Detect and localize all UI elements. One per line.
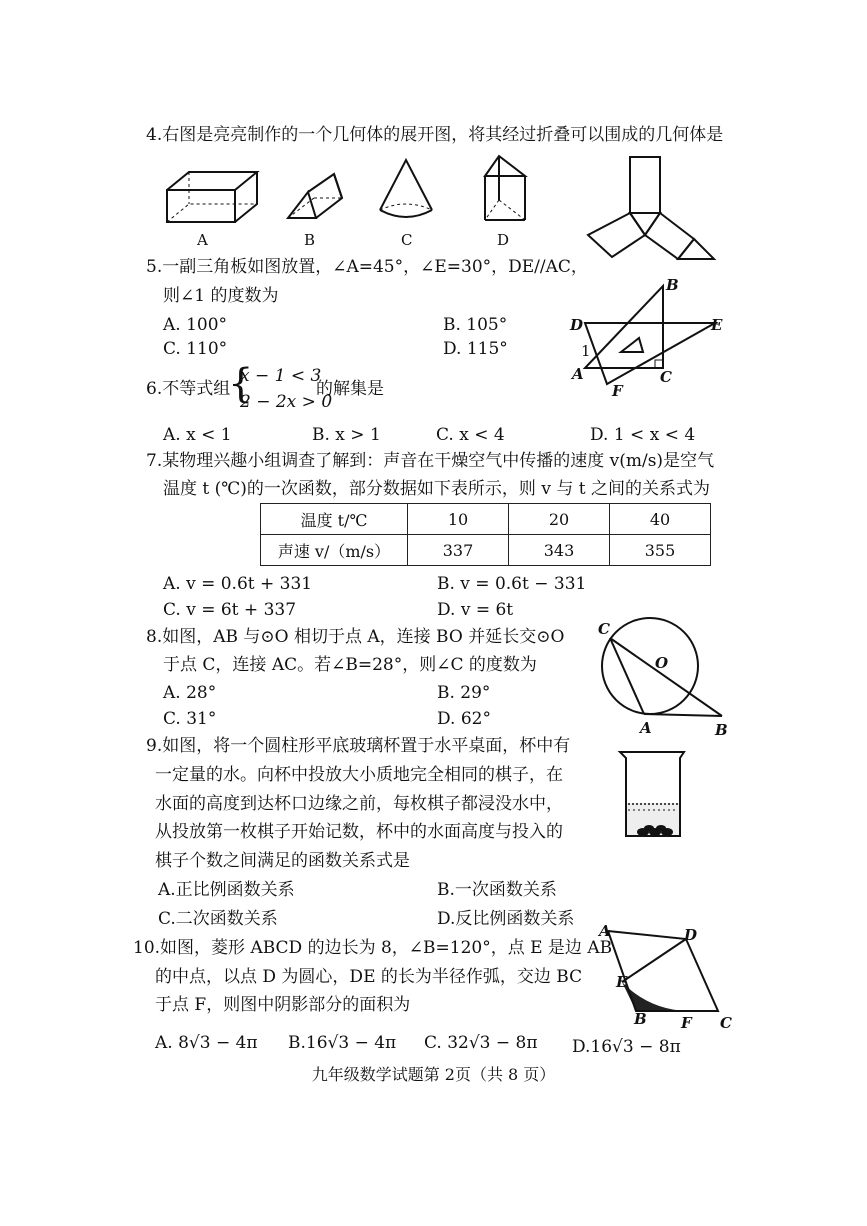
q10-label-a: A [599,922,611,940]
table-cell: 337 [408,535,509,566]
q9-stem-line2: 一定量的水。向杯中投放大小质地完全相同的棋子，在 [155,765,563,785]
q4-option-d-prism-figure [483,154,529,226]
table-cell: 343 [509,535,610,566]
q10-option-c[interactable]: C. 32√3 − 8π [424,1033,538,1053]
table-row [261,535,711,566]
q7-stem-line1: 7.某物理兴趣小组调查了解到：声音在干燥空气中传播的速度 v(m/s)是空气 [146,451,715,471]
q10-option-b[interactable]: B.16√3 − 4π [288,1033,397,1053]
q10-label-c: C [720,1014,732,1032]
page-footer: 九年级数学试题第 2页（共 8 页） [311,1065,556,1084]
q4-label-b: B [304,231,316,249]
q6-option-c[interactable]: C. x < 4 [436,425,505,445]
q4-option-c-cone-figure [378,158,438,226]
q5-label-1: 1 [581,342,591,360]
q5-label-c: C [660,368,672,386]
q8-label-b: B [715,721,728,739]
q9-stem-line3: 水面的高度到达杯口边缘之前，每枚棋子都浸没水中， [155,794,563,814]
q6-brace: { [228,361,254,407]
q9-stem-line5: 棋子个数之间满足的函数关系式是 [155,851,410,871]
table-cell: 355 [610,535,711,566]
q4-option-a-cuboid-figure [165,168,260,228]
q8-option-c[interactable]: C. 31° [163,709,217,729]
q8-label-a: A [640,719,652,737]
q7-option-d[interactable]: D. v = 6t [437,600,514,620]
q10-label-b: B [634,1010,647,1028]
q6-option-a[interactable]: A. x < 1 [163,425,232,445]
q5-label-f: F [612,382,623,400]
q5-stem-line1: 5.一副三角板如图放置，∠A=45°，∠E=30°，DE//AC， [146,257,588,277]
q6-option-b[interactable]: B. x > 1 [312,425,381,445]
q9-option-a[interactable]: A.正比例函数关系 [158,880,295,900]
q9-option-d[interactable]: D.反比例函数关系 [437,909,575,929]
q5-option-d[interactable]: D. 115° [443,339,508,359]
q6-suffix: 的解集是 [316,379,384,399]
q7-data-table [260,503,711,566]
q4-option-b-prism-figure [286,172,356,222]
q4-label-d: D [497,231,510,249]
q8-stem-line1: 8.如图，AB 与⊙O 相切于点 A，连接 BO 并延长交⊙O [146,627,565,647]
q5-option-c[interactable]: C. 110° [163,339,228,359]
q10-stem-line3: 于点 F，则图中阴影部分的面积为 [155,995,411,1015]
q10-stem-line1: 10.如图，菱形 ABCD 的边长为 8，∠B=120°，点 E 是边 AB [133,938,613,958]
q8-label-o: O [655,654,669,672]
q5-option-a[interactable]: A. 100° [163,315,228,335]
q8-stem-line2: 于点 C，连接 AC。若∠B=28°，则∠C 的度数为 [163,655,537,675]
table-cell: 10 [408,504,509,535]
q7-option-a[interactable]: A. v = 0.6t + 331 [163,574,313,594]
q9-stem-line4: 从投放第一枚棋子开始记数，杯中的水面高度与投入的 [155,822,563,842]
q5-triangle-rulers-figure [585,280,725,400]
q6-inequality-2: 2 − 2x > 0 [240,392,333,412]
table-cell: 声速 v/（m/s） [261,535,408,566]
table-cell: 20 [509,504,610,535]
q5-stem-line2: 则∠1 的度数为 [163,286,279,306]
q9-glass-figure [618,748,690,840]
q10-option-a[interactable]: A. 8√3 − 4π [155,1033,258,1053]
q6-prefix: 6.不等式组 [146,379,231,399]
q5-label-a: A [572,365,584,383]
q9-stem-line1: 9.如图，将一个圆柱形平底玻璃杯置于水平桌面，杯中有 [146,736,571,756]
q4-stem: 4.右图是亮亮制作的一个几何体的展开图，将其经过折叠可以围成的几何体是 [146,125,724,145]
q4-label-a: A [197,231,208,249]
q9-option-c[interactable]: C.二次函数关系 [158,909,278,929]
table-row [261,504,711,535]
q8-option-b[interactable]: B. 29° [437,683,491,703]
q10-label-e: E [616,973,628,991]
q5-option-b[interactable]: B. 105° [443,315,508,335]
q7-option-c[interactable]: C. v = 6t + 337 [163,600,297,620]
q10-option-d[interactable]: D.16√3 − 8π [572,1037,681,1057]
q4-net-figure [586,155,721,265]
q10-label-f: F [681,1014,692,1032]
q8-label-c: C [598,620,610,638]
q6-option-d[interactable]: D. 1 < x < 4 [590,425,696,445]
q5-label-e: E [711,316,723,334]
q7-stem-line2: 温度 t (℃)的一次函数，部分数据如下表所示，则 v 与 t 之间的关系式为 [163,479,710,499]
q10-stem-line2: 的中点，以点 D 为圆心，DE 的长为半径作弧，交边 BC [155,967,583,987]
q7-option-b[interactable]: B. v = 0.6t − 331 [437,574,587,594]
q6-inequality-1: x − 1 < 3 [240,366,322,386]
q8-option-d[interactable]: D. 62° [437,709,491,729]
q9-option-b[interactable]: B.一次函数关系 [437,880,557,900]
table-cell: 40 [610,504,711,535]
q4-label-c: C [401,231,413,249]
q8-option-a[interactable]: A. 28° [163,683,217,703]
q5-label-d: D [570,316,584,334]
table-cell: 温度 t/℃ [261,504,408,535]
q10-label-d: D [684,926,698,944]
q5-label-b: B [666,276,679,294]
